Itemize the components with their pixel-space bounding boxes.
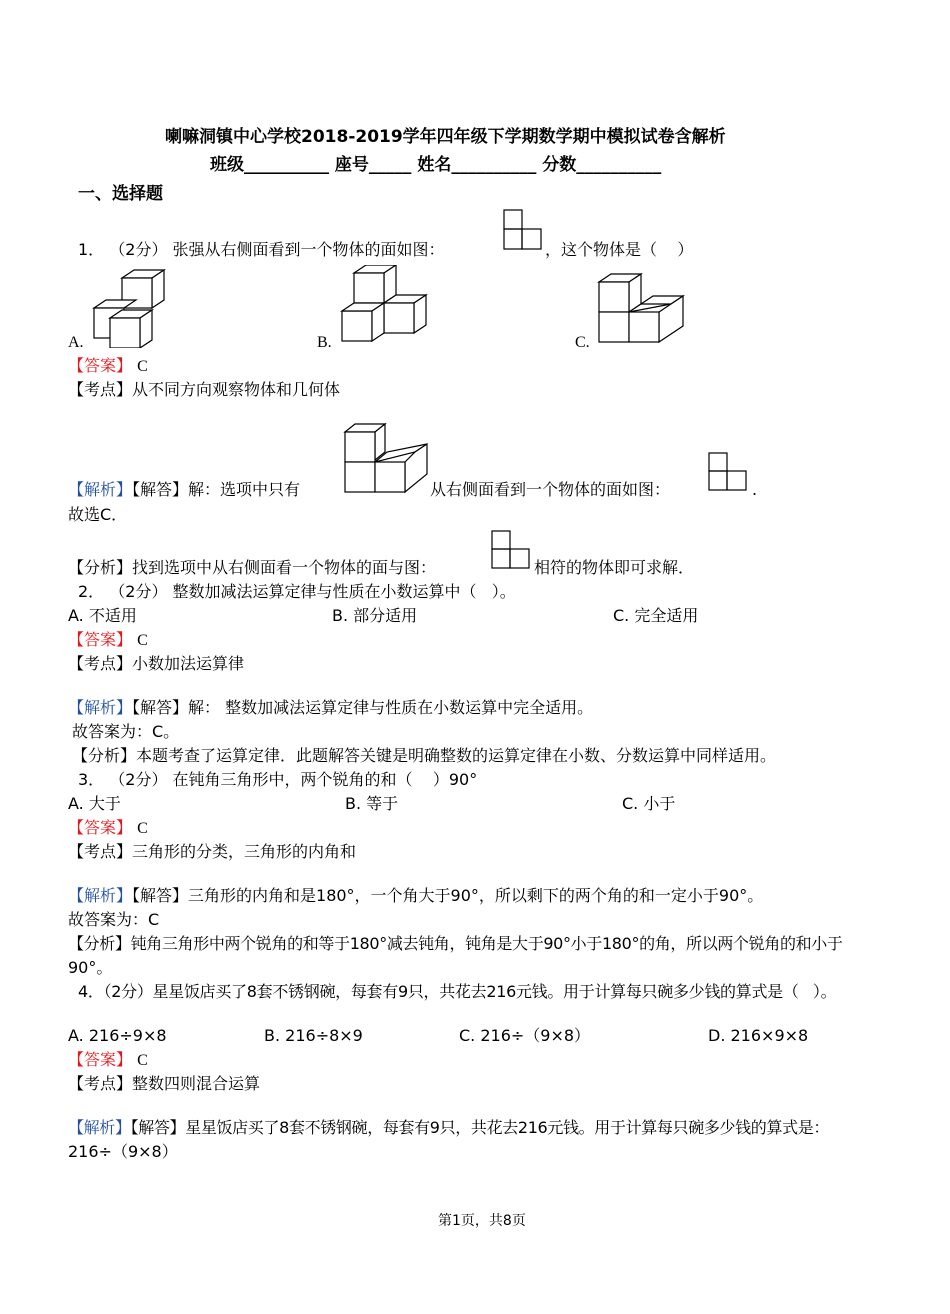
analysis-tag: 【解析】	[68, 1118, 131, 1137]
answer-row	[68, 1050, 148, 1071]
analysis-tag: 【解析】	[68, 698, 133, 717]
q1-stem: 1． （2分） 张强从右侧面看到一个物体的面如图：	[78, 240, 445, 259]
q3-option-a: A. 大于	[68, 794, 121, 813]
q4-option-d: D. 216×9×8	[708, 1026, 809, 1045]
page-title: 喇嘛洞镇中心学校2018-2019学年四年级下学期数学期中模拟试卷含解析	[165, 127, 726, 147]
side-view-figure	[503, 209, 543, 251]
q3-stem: 3． （2分） 在钝角三角形中，两个锐角的和（ ）90°	[78, 770, 478, 789]
answer-row	[68, 356, 148, 377]
analysis-text-2: 216÷（9×8）	[68, 1142, 178, 1161]
answer-value: C	[137, 820, 148, 837]
analysis-row	[68, 1118, 829, 1138]
answer-tag: 【答案】	[68, 356, 133, 375]
analysis-end: .	[752, 480, 758, 499]
point-text: 从不同方向观察物体和几何体	[132, 380, 341, 399]
conclusion: 故答案为：C	[68, 910, 160, 929]
option-c-label: C.	[575, 334, 590, 351]
fenxi-text-2: 相符的物体即可求解．	[534, 558, 695, 577]
point-tag: 【考点】	[68, 842, 133, 861]
analysis-tag: 【解析】	[68, 480, 133, 499]
analysis-text: 【解答】三角形的内角和是180°，一个角大于90°，所以剩下的两个角的和一定小于90°。	[132, 886, 764, 905]
q4-stem: 4．（2分）星星饭店买了8套不锈钢碗，每套有9只，共花去216元钱。用于计算每只碗多少钱的算式是（ ）。	[78, 982, 837, 1001]
q4-option-c: C. 216÷（9×8）	[459, 1026, 591, 1045]
analysis-text: 【解答】星星饭店买了8套不锈钢碗，每套有9只，共花去216元钱。用于计算每只碗多少钱的算式是：	[130, 1118, 830, 1137]
student-info-fields: 班级__________ 座号_____ 姓名__________ 分数__________	[210, 155, 662, 175]
analysis-row	[68, 698, 593, 718]
analysis-text: 【解答】解：选项中只有	[132, 480, 301, 499]
conclusion: 故答案为：C。	[72, 722, 180, 741]
q3-option-b: B. 等于	[345, 794, 399, 813]
analysis-text: 【解答】解： 整数加减法运算定律与性质在小数运算中完全适用。	[132, 698, 594, 717]
fenxi-row	[68, 934, 843, 954]
fenxi-tag: 【分析】	[68, 558, 133, 577]
answer-value: C	[137, 1052, 148, 1069]
q4-option-b: B. 216÷8×9	[264, 1026, 363, 1045]
q1-stem-tail: ，这个物体是（ ）	[545, 240, 694, 259]
section-title: 一、选择题	[78, 184, 163, 204]
analysis-tag: 【解析】	[68, 886, 133, 905]
answer-value: C	[137, 632, 148, 649]
fenxi-text: 钝角三角形中两个锐角的和等于180°减去钝角，钝角是大于90°小于180°的角，所以两个锐角的和小于	[130, 934, 843, 953]
analysis-row	[68, 480, 300, 500]
point-tag: 【考点】	[68, 654, 133, 673]
q4-option-a: A. 216÷9×8	[68, 1026, 167, 1045]
answer-tag: 【答案】	[68, 630, 133, 649]
q2-option-a: A. 不适用	[68, 606, 137, 625]
answer-row	[68, 630, 148, 651]
conclusion: 故选C．	[68, 505, 128, 524]
point-text: 小数加法运算律	[132, 654, 245, 673]
side-view-figure	[491, 530, 531, 570]
answer-tag: 【答案】	[68, 818, 133, 837]
side-view-figure	[708, 452, 748, 492]
q2-option-c: C. 完全适用	[613, 606, 699, 625]
option-a-cube-figure	[92, 268, 168, 348]
q2-option-b: B. 部分适用	[332, 606, 418, 625]
answer-row	[68, 818, 148, 839]
q3-option-c: C. 小于	[622, 794, 676, 813]
knowledge-point-row	[68, 380, 340, 400]
option-b-label: B.	[317, 334, 332, 351]
point-tag: 【考点】	[68, 1074, 133, 1093]
analysis-text-2: 从右侧面看到一个物体的面如图：	[430, 480, 671, 499]
option-c-cube-figure	[597, 272, 687, 346]
knowledge-point-row	[68, 842, 356, 862]
answer-value: C	[137, 358, 148, 375]
answer-cube-figure	[343, 422, 431, 494]
fenxi-text-2: 90°。	[68, 958, 113, 977]
fenxi-text: 【分析】本题考查了运算定律．此题解答关键是明确整数的运算定律在小数、分数运算中同样适用。	[72, 746, 777, 765]
option-b-cube-figure	[340, 265, 430, 345]
analysis-row	[68, 886, 763, 906]
fenxi-tag: 【分析】	[68, 934, 131, 953]
q2-stem: 2． （2分） 整数加减法运算定律与性质在小数运算中（ ）。	[78, 582, 516, 601]
option-a-label: A.	[68, 334, 84, 351]
fenxi-row	[68, 558, 436, 578]
point-text: 三角形的分类，三角形的内角和	[132, 842, 357, 861]
knowledge-point-row	[68, 654, 244, 674]
answer-tag: 【答案】	[68, 1050, 133, 1069]
knowledge-point-row	[68, 1074, 260, 1094]
page-number: 第1页，共8页	[438, 1213, 526, 1229]
point-tag: 【考点】	[68, 380, 133, 399]
fenxi-text: 找到选项中从右侧面看一个物体的面与图：	[132, 558, 437, 577]
point-text: 整数四则混合运算	[132, 1074, 261, 1093]
